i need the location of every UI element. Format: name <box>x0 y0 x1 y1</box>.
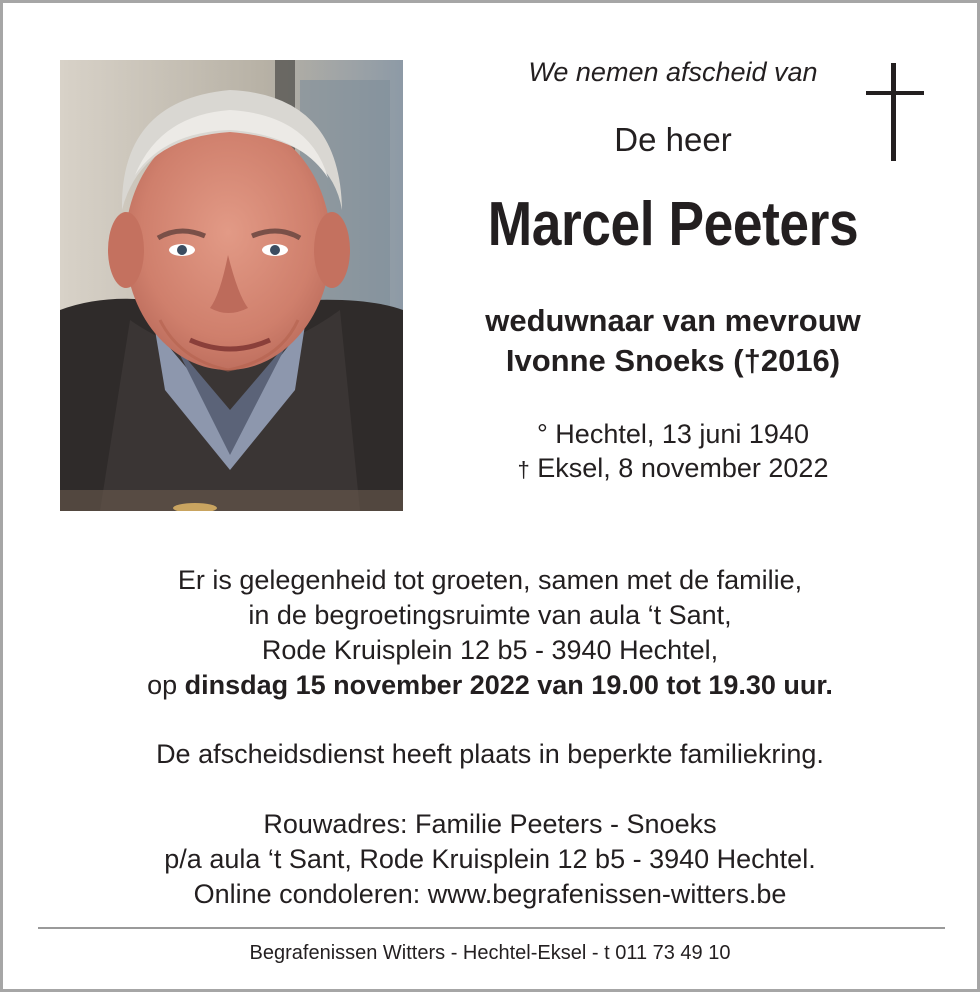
deceased-name: Marcel Peeters <box>487 190 859 259</box>
spouse-line-2: Ivonne Snoeks (†2016) <box>505 343 841 378</box>
life-dates <box>423 417 923 487</box>
visitation-line-4 <box>3 668 977 703</box>
death-cross-icon: † <box>517 457 530 482</box>
death-date: Eksel, 8 november 2022 <box>529 453 829 483</box>
visitation-prefix: op <box>147 670 185 700</box>
birth-date: ° Hechtel, 13 juni 1940 <box>537 419 809 449</box>
funeral-home-footer: Begrafenissen Witters - Hechtel-Eksel - t 011 73 49 10 <box>249 942 731 964</box>
portrait-photo <box>60 60 403 511</box>
service-info: De afscheidsdienst heeft plaats in beperkte familiekring. <box>156 739 824 769</box>
spouse-info <box>423 301 923 381</box>
visitation-line-3: Rode Kruisplein 12 b5 - 3940 Hechtel, <box>261 635 719 665</box>
visitation-line-2: in de begroetingsruimte van aula ‘t Sant, <box>248 600 732 630</box>
spouse-line-1: weduwnaar van mevrouw <box>485 303 861 338</box>
portrait-illustration <box>60 60 403 511</box>
honorific: De heer <box>614 121 732 158</box>
condolence-link[interactable]: Online condoleren: www.begrafenissen-witters.be <box>193 879 787 909</box>
address-line-1: Rouwadres: Familie Peeters - Snoeks <box>263 809 717 839</box>
intro-text: We nemen afscheid van <box>528 57 818 87</box>
mourning-address <box>3 807 977 912</box>
visitation-info <box>3 563 977 703</box>
visitation-datetime: dinsdag 15 november 2022 van 19.00 tot 19.30 uur. <box>184 670 833 700</box>
visitation-line-1: Er is gelegenheid tot groeten, samen met de familie, <box>177 565 803 595</box>
death-date-line <box>423 451 923 487</box>
footer-divider <box>38 927 945 929</box>
address-line-2: p/a aula ‘t Sant, Rode Kruisplein 12 b5 - 3940 Hechtel. <box>164 844 816 874</box>
